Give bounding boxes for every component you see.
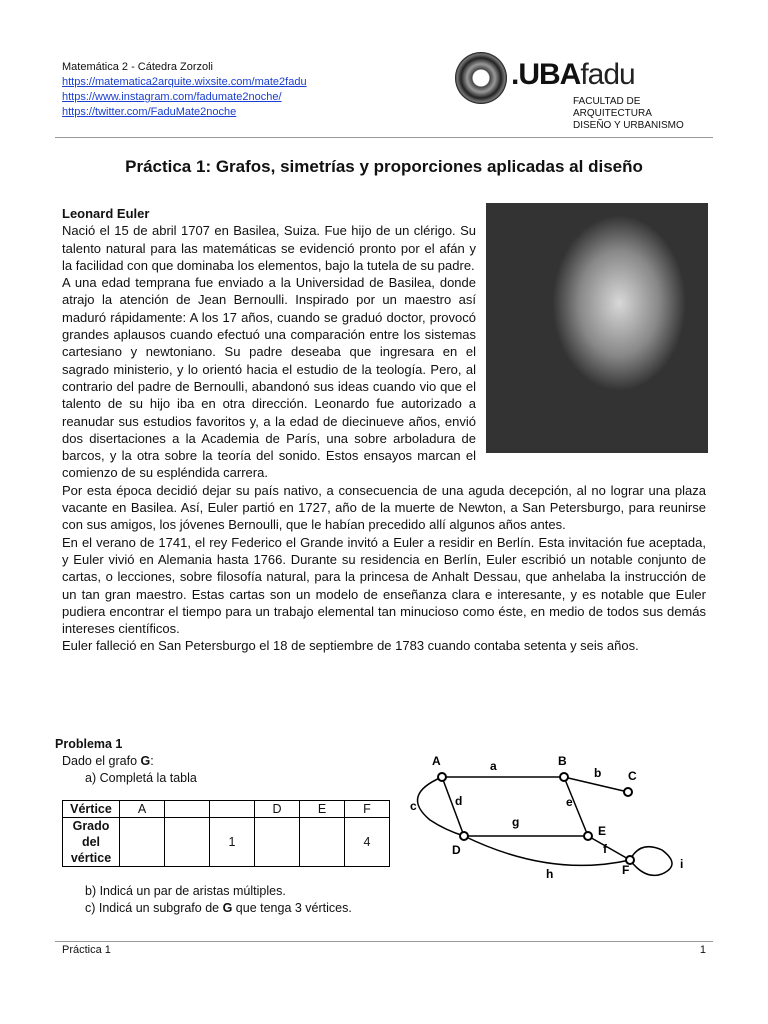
bio-paragraph: Euler falleció en San Petersburgo el 18 de septiembre de 1783 cuando contaba setenta y seis años. bbox=[62, 638, 639, 654]
edge-label-g: g bbox=[512, 815, 520, 829]
vertex-c bbox=[624, 788, 632, 796]
link-wixsite[interactable]: https://matematica2arquite.wixsite.com/mate2fadu bbox=[62, 76, 307, 88]
link-instagram[interactable]: https://www.instagram.com/fadumate2noche/ bbox=[62, 91, 282, 103]
footer bbox=[62, 944, 706, 956]
bio-paragraph: Por esta época decidió dejar su país nativo, a consecuencia de una aguda decepción, al no lograr una plaza vacante en Basilea. Así, Euler partió en 1727, año de la muerte de Newton, a San Petersburgo, para reunirse con sus amigos, los jóvenes Bernoulli, que le habían precedido allí algunos años antes. bbox=[62, 482, 706, 533]
vertex-a bbox=[438, 773, 446, 781]
faculty-name: FACULTAD DE ARQUITECTURA DISEÑO Y URBANISMO bbox=[573, 96, 684, 131]
vertex-label-f: F bbox=[622, 863, 630, 877]
edge-label-e: e bbox=[566, 795, 573, 809]
page-number: 1 bbox=[699, 944, 706, 956]
edge-label-c: c bbox=[410, 799, 417, 813]
item-b: b) Indicá un par de aristas múltiples. bbox=[85, 884, 286, 898]
logo-uba: .UBA bbox=[511, 58, 581, 91]
item-c: c) Indicá un subgrafo de G que tenga 3 vértices. bbox=[85, 901, 352, 915]
problem-1 bbox=[55, 736, 197, 787]
bio-paragraph: En el verano de 1741, el rey Federico el Grande invitó a Euler a residir en Berlín. Esta invitación fue aceptada, y Euler vivió en Alemania hasta 1766. Durante su residencia en Berlín, Euler escribió un notable conjunto de cartas, o lecciones, sobre filosofía natural, para la princesa de Anhalt Dessau, que anhelaba la instrucción de un tan gran maestro. Estas cartas son un modelo de enseñanza clara e interesante, y es notable que Euler pudiera encontrar el tiempo para un trabajo elemental tan minucioso como éste, en medio de todos sus demás intereses científicos. bbox=[62, 534, 706, 637]
vertex-label-a: A bbox=[432, 754, 441, 768]
page-title: Práctica 1: Grafos, simetrías y proporciones aplicadas al diseño bbox=[125, 157, 643, 176]
problem-intro: Dado el grafo G: bbox=[62, 754, 154, 768]
footer-label: Práctica 1 bbox=[62, 944, 111, 956]
bio-paragraph: Nació el 15 de abril 1707 en Basilea, Suiza. Fue hijo de un clérigo. Su talento natural para las matemáticas se evidenció pronto por el afán y la facilidad con que dominaba los elementos, bajo la tutela de su padre. bbox=[62, 223, 476, 273]
edge-i bbox=[630, 847, 672, 876]
vertex-label-b: B bbox=[558, 754, 567, 768]
bio-name: Leonard Euler bbox=[62, 206, 150, 221]
item-a: a) Completá la tabla bbox=[85, 771, 197, 785]
vertex-d bbox=[460, 832, 468, 840]
edge-label-h: h bbox=[546, 867, 554, 881]
uba-fadu-logo bbox=[455, 52, 705, 131]
header-info bbox=[62, 60, 307, 120]
logo-fadu: fadu bbox=[580, 58, 635, 91]
table-row: Vértice A D E F bbox=[63, 801, 390, 818]
vertex-label-d: D bbox=[452, 843, 461, 857]
euler-biography bbox=[62, 205, 706, 655]
edge-label-i: i bbox=[680, 857, 684, 871]
uba-seal-icon bbox=[455, 52, 507, 104]
edge-f bbox=[588, 836, 630, 860]
link-twitter[interactable]: https://twitter.com/FaduMate2noche bbox=[62, 106, 237, 118]
vertex-label-e: E bbox=[598, 824, 607, 838]
course-name: Matemática 2 - Cátedra Zorzoli bbox=[62, 61, 213, 73]
edge-label-f: f bbox=[603, 842, 607, 856]
header-divider bbox=[55, 137, 713, 138]
vertex-b bbox=[560, 773, 568, 781]
degree-table bbox=[62, 800, 390, 867]
edge-label-d: d bbox=[455, 794, 463, 808]
problem-title: Problema 1 bbox=[55, 737, 123, 751]
vertex-e bbox=[584, 832, 592, 840]
footer-divider bbox=[55, 941, 713, 942]
table-row: Grado del vértice 1 4 bbox=[63, 818, 390, 867]
euler-portrait bbox=[486, 203, 708, 453]
edge-label-a: a bbox=[490, 759, 497, 773]
problem-items bbox=[85, 883, 352, 917]
edge-label-b: b bbox=[594, 766, 602, 780]
bio-paragraph: A una edad temprana fue enviado a la Universidad de Basilea, donde atrajo la atención de Jean Bernoulli. Inspirado por un maestro así maduró rápidamente: A los 17 años, cuando se graduó doctor, provocó grandes aplausos cuando efectuó una comparación entre los sistemas cartesiano y newtoniano. Su padre deseaba que ingresara en el sagrado ministerio, y lo orientó hacia el estudio de la teología. Pero, al contrario del padre de Bernoulli, abandonó sus ideas cuando vio que el talento de su hijo iba en otra dirección. Leonardo fue autorizado a reanudar sus estudios favoritos y, a la edad de diecinueve años, envió dos disertaciones a la Academia de París, una sobre arboladura de barcos, y la otra sobre la teoría del sonido. Estos ensayos marcan el comienzo de su espléndida carrera. bbox=[62, 275, 476, 481]
vertex-label-c: C bbox=[628, 769, 637, 783]
graph-g bbox=[400, 750, 700, 890]
